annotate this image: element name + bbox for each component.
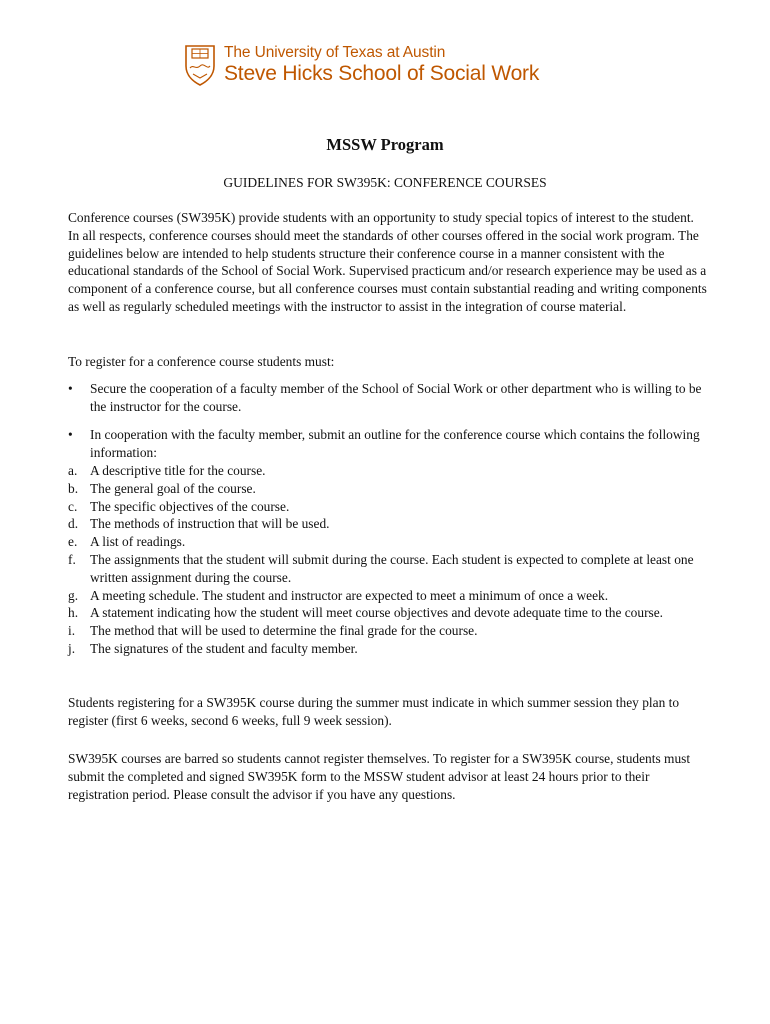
university-name: The University of Texas at Austin: [224, 44, 446, 61]
bullet-list: [68, 380, 708, 416]
outline-item: [68, 551, 708, 587]
outline-text: The general goal of the course.: [90, 480, 256, 496]
bullet-text: In cooperation with the faculty member, submit an outline for the conference course which contains the following information:: [90, 427, 700, 460]
outline-item: [68, 515, 708, 533]
document-subtitle: GUIDELINES FOR SW395K: CONFERENCE COURSES: [223, 175, 547, 190]
outline-item: [68, 604, 708, 622]
letterhead: [184, 44, 539, 88]
outline-text: A descriptive title for the course.: [90, 463, 266, 478]
outline-text: The signatures of the student and faculty member.: [90, 640, 358, 656]
outline-mark: d.: [68, 516, 79, 532]
outline-item: [68, 587, 708, 605]
outline-item: [68, 498, 708, 516]
outline-text: A statement indicating how the student will meet course objectives and devote adequate time to the course.: [90, 605, 664, 621]
summer-note: Students registering for a SW395K course during the summer must indicate in which summer session they plan to register (first 6 weeks, second 6 weeks, full 9 week session).: [68, 695, 680, 728]
outline-mark: h.: [68, 605, 79, 621]
barred-note: SW395K courses are barred so students cannot register themselves. To register for a SW395K course, students must submit the completed and signed SW395K form to the MSSW student advisor at least 24 hours prior to their registration period. Please consult the advisor if you have any questions.: [68, 751, 691, 802]
outline-mark: g.: [68, 587, 79, 603]
outline-text: A meeting schedule. The student and instructor are expected to meet a minimum of once a week.: [90, 587, 609, 603]
outline-mark: f.: [68, 551, 76, 567]
outline-text: The methods of instruction that will be used.: [90, 516, 330, 532]
outline-text: A list of readings.: [90, 534, 186, 550]
register-lead: To register for a conference course students must:: [68, 354, 335, 369]
outline-item: [68, 622, 708, 640]
bullet-text: Secure the cooperation of a faculty member of the School of Social Work or other department who is willing to be the instructor for the course.: [90, 381, 702, 414]
bullet-dot-icon: •: [68, 427, 73, 442]
intro-paragraph: Conference courses (SW395K) provide students with an opportunity to study special topics of interest to the student. In all respects, conference courses should meet the standards of other courses offered in the social work program. The guidelines below are intended to help students structure their conference course in a manner consistent with the educational standards of the School of Social Work. Supervised practicum and/or research experience may be used as a component of a conference course, but all conference courses must contain substantial reading and writing components as well as regularly scheduled meetings with the instructor to assist in the integration of course material.: [68, 210, 707, 314]
outline-mark: j.: [68, 640, 76, 656]
bullet-item: [68, 426, 708, 462]
outline-text: The specific objectives of the course.: [90, 498, 290, 514]
outline-item: [68, 480, 708, 498]
bullet-list: [68, 426, 708, 462]
outline-mark: a.: [68, 463, 78, 478]
outline-mark: c.: [68, 498, 78, 514]
school-name: Steve Hicks School of Social Work: [224, 62, 540, 85]
outline-text: The method that will be used to determine the final grade for the course.: [90, 623, 478, 639]
outline-mark: e.: [68, 534, 78, 550]
outline-mark: b.: [68, 480, 79, 496]
outline-item: [68, 462, 708, 480]
outline-item: [68, 533, 708, 551]
outline-list: [68, 462, 708, 658]
bullet-dot-icon: •: [68, 381, 73, 396]
outline-mark: i.: [68, 623, 76, 639]
ut-seal-icon: [184, 44, 216, 86]
outline-item: [68, 640, 708, 658]
bullet-item: [68, 380, 708, 416]
outline-text: The assignments that the student will submit during the course. Each student is expected to complete at least one written assignment during the course.: [90, 551, 694, 585]
document-title: MSSW Program: [326, 135, 444, 154]
